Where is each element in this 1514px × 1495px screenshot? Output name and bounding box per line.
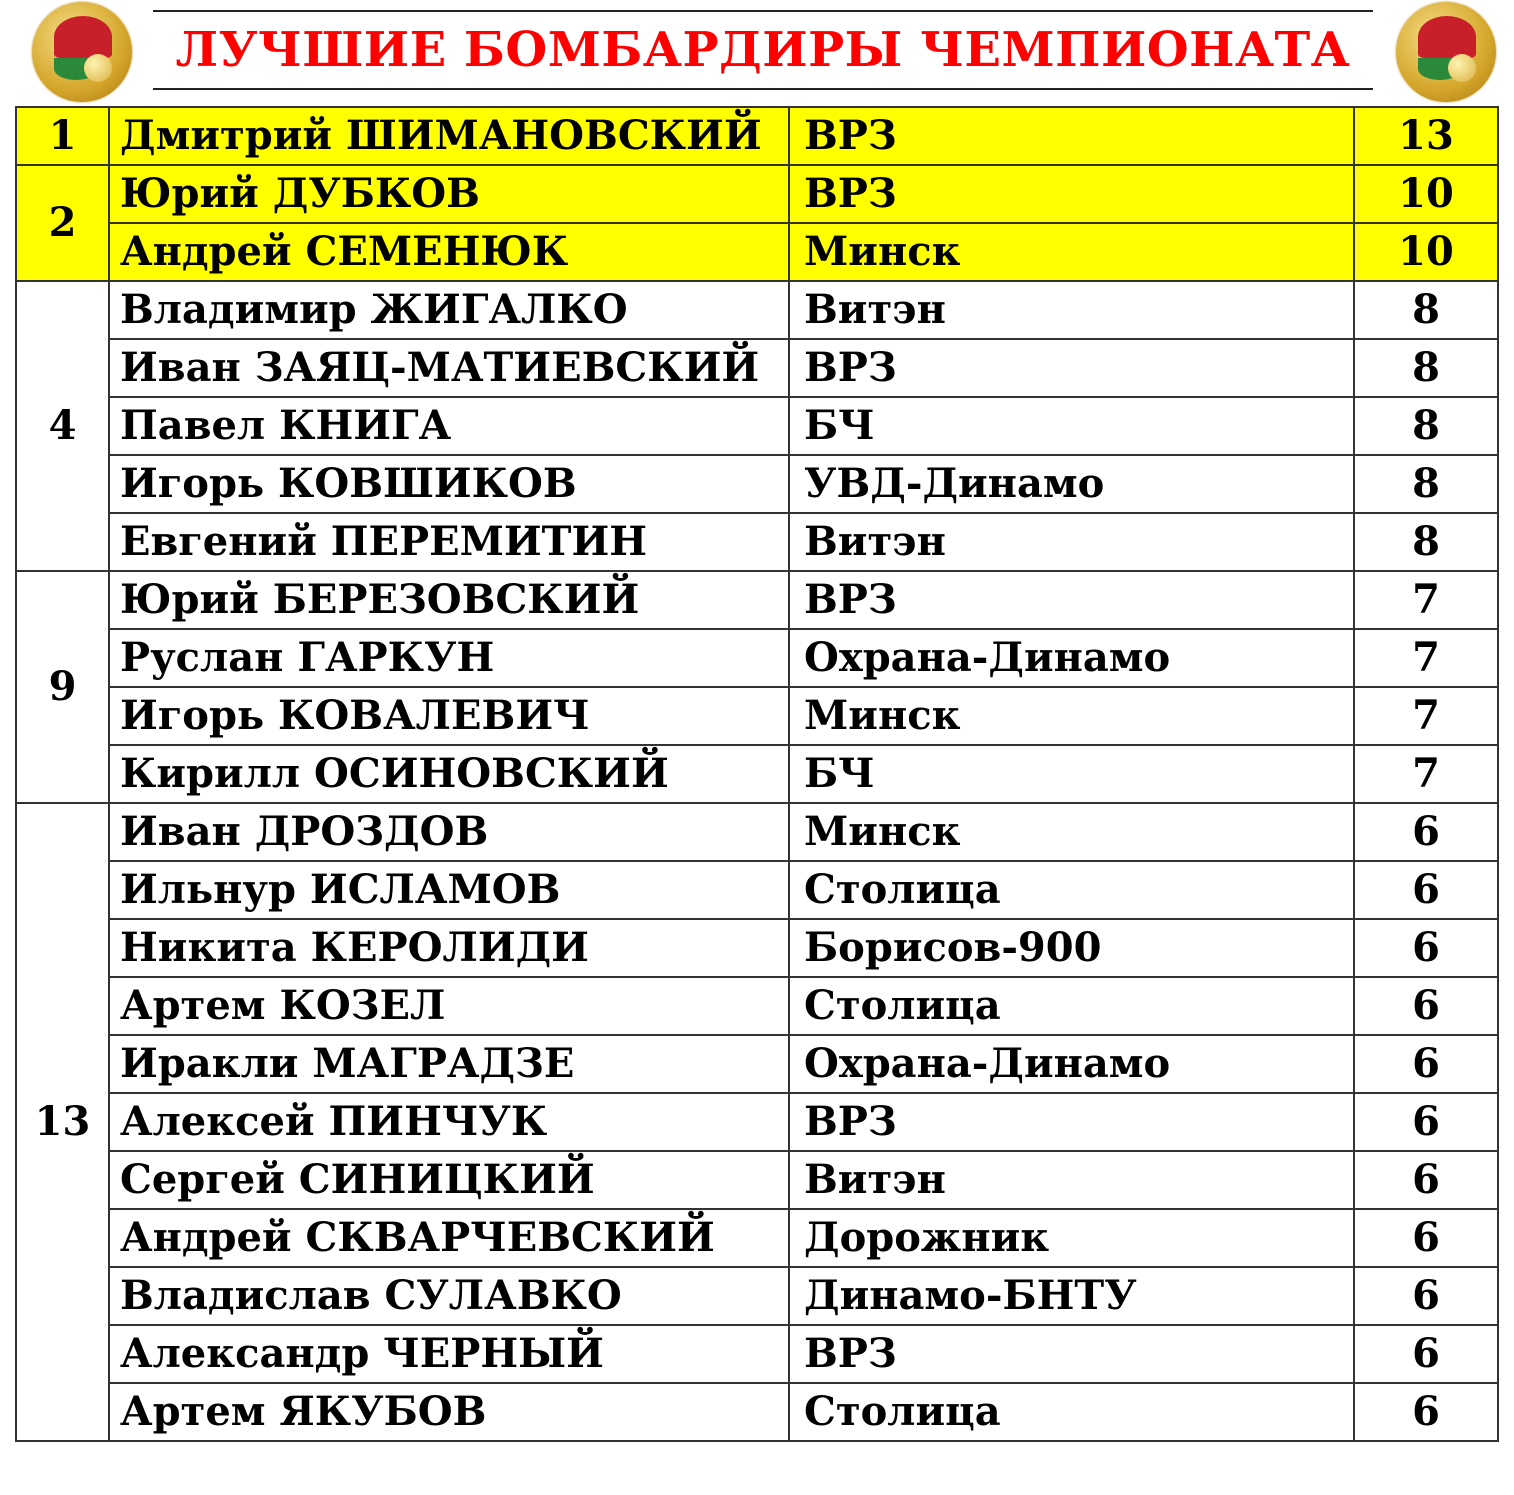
table-row: [16, 1209, 1498, 1267]
goals-cell: 10: [1354, 165, 1498, 223]
player-name-cell: Ильнур ИСЛАМОВ: [109, 861, 789, 919]
table-row: [16, 745, 1498, 803]
table-row: [16, 1325, 1498, 1383]
association-logo-right: [1396, 2, 1496, 102]
player-name-cell: Евгений ПЕРЕМИТИН: [109, 513, 789, 571]
team-cell: ВРЗ: [789, 339, 1354, 397]
player-name-cell: Владислав СУЛАВКО: [109, 1267, 789, 1325]
table-row: [16, 281, 1498, 339]
player-name-cell: Александр ЧЕРНЫЙ: [109, 1325, 789, 1383]
table-row: [16, 513, 1498, 571]
player-name-cell: Алексей ПИНЧУК: [109, 1093, 789, 1151]
player-name-cell: Павел КНИГА: [109, 397, 789, 455]
goals-cell: 8: [1354, 455, 1498, 513]
table-row: [16, 919, 1498, 977]
goals-cell: 6: [1354, 1267, 1498, 1325]
association-logo-left: [32, 2, 132, 102]
table-row: [16, 397, 1498, 455]
page-title: ЛУЧШИЕ БОМБАРДИРЫ ЧЕМПИОНАТА: [175, 22, 1351, 78]
player-name-cell: Иракли МАГРАДЗЕ: [109, 1035, 789, 1093]
goals-cell: 6: [1354, 1151, 1498, 1209]
goals-cell: 7: [1354, 687, 1498, 745]
table-row: [16, 223, 1498, 281]
goals-cell: 6: [1354, 803, 1498, 861]
player-name-cell: Дмитрий ШИМАНОВСКИЙ: [109, 107, 789, 165]
goals-cell: 7: [1354, 571, 1498, 629]
player-name-cell: Кирилл ОСИНОВСКИЙ: [109, 745, 789, 803]
team-cell: Минск: [789, 687, 1354, 745]
player-name-cell: Иван ЗАЯЦ-МАТИЕВСКИЙ: [109, 339, 789, 397]
table-row: [16, 165, 1498, 223]
table-row: [16, 1267, 1498, 1325]
rank-cell: 2: [16, 165, 109, 281]
goals-cell: 6: [1354, 977, 1498, 1035]
team-cell: УВД-Динамо: [789, 455, 1354, 513]
team-cell: Минск: [789, 223, 1354, 281]
team-cell: Витэн: [789, 513, 1354, 571]
goals-cell: 8: [1354, 281, 1498, 339]
team-cell: Столица: [789, 1383, 1354, 1441]
table-row: [16, 1093, 1498, 1151]
table-row: [16, 571, 1498, 629]
goals-cell: 10: [1354, 223, 1498, 281]
team-cell: ВРЗ: [789, 571, 1354, 629]
player-name-cell: Артем ЯКУБОВ: [109, 1383, 789, 1441]
player-name-cell: Иван ДРОЗДОВ: [109, 803, 789, 861]
goals-cell: 13: [1354, 107, 1498, 165]
player-name-cell: Юрий БЕРЕЗОВСКИЙ: [109, 571, 789, 629]
player-name-cell: Андрей СЕМЕНЮК: [109, 223, 789, 281]
table-row: [16, 1035, 1498, 1093]
goals-cell: 7: [1354, 629, 1498, 687]
team-cell: Столица: [789, 861, 1354, 919]
goals-cell: 8: [1354, 339, 1498, 397]
scorers-table: [15, 106, 1499, 1442]
player-name-cell: Игорь КОВШИКОВ: [109, 455, 789, 513]
team-cell: ВРЗ: [789, 165, 1354, 223]
rank-cell: 4: [16, 281, 109, 571]
player-name-cell: Сергей СИНИЦКИЙ: [109, 1151, 789, 1209]
goals-cell: 6: [1354, 1383, 1498, 1441]
table-row: [16, 107, 1498, 165]
table-row: [16, 977, 1498, 1035]
football-icon: [1448, 54, 1476, 82]
team-cell: Витэн: [789, 281, 1354, 339]
table-row: [16, 803, 1498, 861]
team-cell: Дорожник: [789, 1209, 1354, 1267]
goals-cell: 6: [1354, 1325, 1498, 1383]
football-icon: [84, 54, 112, 82]
team-cell: ВРЗ: [789, 1325, 1354, 1383]
goals-cell: 7: [1354, 745, 1498, 803]
team-cell: Витэн: [789, 1151, 1354, 1209]
team-cell: Столица: [789, 977, 1354, 1035]
goals-cell: 6: [1354, 1209, 1498, 1267]
goals-cell: 8: [1354, 513, 1498, 571]
team-cell: БЧ: [789, 745, 1354, 803]
player-name-cell: Владимир ЖИГАЛКО: [109, 281, 789, 339]
team-cell: БЧ: [789, 397, 1354, 455]
table-row: [16, 1383, 1498, 1441]
title-banner: [153, 10, 1373, 90]
rank-cell: 9: [16, 571, 109, 803]
player-name-cell: Игорь КОВАЛЕВИЧ: [109, 687, 789, 745]
goals-cell: 6: [1354, 1093, 1498, 1151]
table-row: [16, 339, 1498, 397]
team-cell: ВРЗ: [789, 107, 1354, 165]
goals-cell: 8: [1354, 397, 1498, 455]
rank-cell: 13: [16, 803, 109, 1441]
team-cell: ВРЗ: [789, 1093, 1354, 1151]
table-row: [16, 687, 1498, 745]
table-row: [16, 455, 1498, 513]
team-cell: Борисов-900: [789, 919, 1354, 977]
table-row: [16, 1151, 1498, 1209]
rank-cell: 1: [16, 107, 109, 165]
player-name-cell: Юрий ДУБКОВ: [109, 165, 789, 223]
team-cell: Охрана-Динамо: [789, 629, 1354, 687]
goals-cell: 6: [1354, 1035, 1498, 1093]
team-cell: Минск: [789, 803, 1354, 861]
player-name-cell: Руслан ГАРКУН: [109, 629, 789, 687]
player-name-cell: Андрей СКВАРЧЕВСКИЙ: [109, 1209, 789, 1267]
player-name-cell: Никита КЕРОЛИДИ: [109, 919, 789, 977]
goals-cell: 6: [1354, 919, 1498, 977]
player-name-cell: Артем КОЗЕЛ: [109, 977, 789, 1035]
goals-cell: 6: [1354, 861, 1498, 919]
table-row: [16, 629, 1498, 687]
team-cell: Динамо-БНТУ: [789, 1267, 1354, 1325]
team-cell: Охрана-Динамо: [789, 1035, 1354, 1093]
table-row: [16, 861, 1498, 919]
